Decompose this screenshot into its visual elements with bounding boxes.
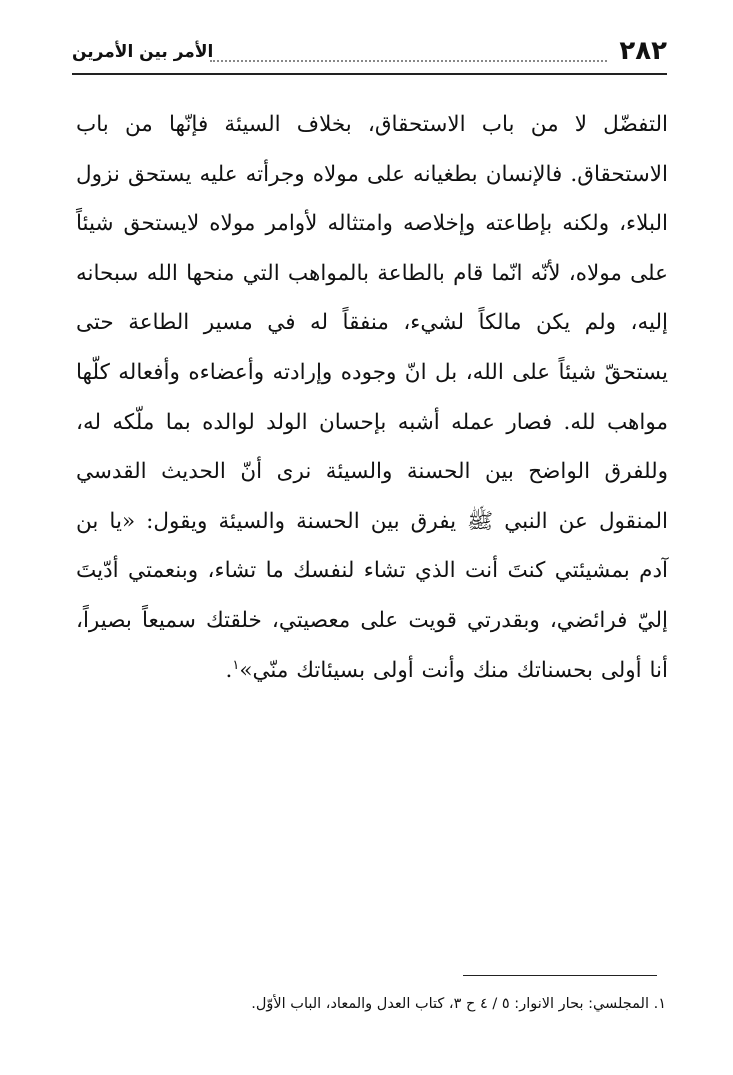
footnote: ١. المجلسي: بحار الانوار: ٥ / ٤ ح ٣، كتاب العدل والمعاد، الباب الأوّل. [251,996,666,1012]
footnote-rule [463,975,657,976]
dot-leader [210,60,607,62]
running-head [72,34,667,70]
header-rule [72,73,667,75]
footnote-marker[interactable]: ١ [232,657,240,673]
body-paragraph [76,100,668,695]
closing-punctuation: . [225,657,233,683]
body-text: التفضّل لا من باب الاستحقاق، بخلاف السيئة فإنّها من باب الاستحقاق. فالإنسان بطغيانه على مولاه وجرأته عليه يستحق نزول البلاء، ولكنه بإطاعته وإخلاصه وامتثاله لأوامر مولاه لايستحق شيئاً على مولاه، لأنّه انّما قام بالطاعة بالمواهب التي منحها الله سبحانه إليه، ولم يكن مالكاً لشيء، منفقاً له في مسير الطاعة حتى يستحقّ شيئاً على الله، بل انّ وجوده وإرادته وأعضاءه وأفعاله كلّها مواهب لله. فصار عمله أشبه بإحسان الولد لوالده بما ملّكه له، وللفرق الواضح بين الحسنة والسيئة نرى أنّ الحديث القدسي المنقول عن النبي ﷺ يفرق بين الحسنة والسيئة ويقول: «يا بن آدم بمشيئتي كنتَ أنت الذي تشاء لنفسك ما تشاء، وبنعمتي أدّيتَ إليّ فرائضي، وبقدرتي قويت على معصيتي، خلقتك سميعاً بصيراً، أنا أولى بحسناتك منك وأنت أولى بسيئاتك منّي» [76,112,668,683]
running-title: الأمر بين الأمرين [72,42,214,62]
page-number: ٢٨٢ [619,36,667,66]
